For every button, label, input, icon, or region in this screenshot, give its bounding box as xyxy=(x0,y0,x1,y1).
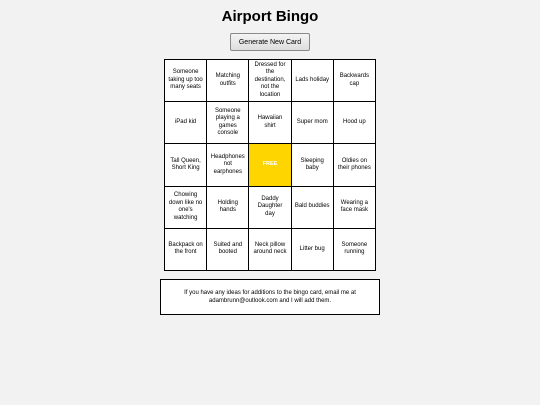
bingo-cell[interactable]: Dressed for the destination, not the location xyxy=(249,60,290,101)
page-title: Airport Bingo xyxy=(221,8,319,25)
bingo-cell[interactable]: Matching outfits xyxy=(207,60,248,101)
bingo-cell[interactable]: Wearing a face mask xyxy=(334,187,375,228)
bingo-board xyxy=(164,59,376,271)
bingo-cell[interactable]: Oldies on their phones xyxy=(334,144,375,185)
bingo-cell[interactable]: Headphones not earphones xyxy=(207,144,248,185)
bingo-cell[interactable]: Tall Queen, Short King xyxy=(165,144,206,185)
bingo-cell[interactable]: Suited and booted xyxy=(207,229,248,270)
bingo-cell[interactable]: Hood up xyxy=(334,102,375,143)
bingo-cell[interactable]: Holding hands xyxy=(207,187,248,228)
bingo-cell[interactable]: Daddy Daughter day xyxy=(249,187,290,228)
bingo-cell[interactable]: Backwards cap xyxy=(334,60,375,101)
bingo-cell[interactable]: Lads holiday xyxy=(292,60,333,101)
bingo-cell[interactable]: Super mom xyxy=(292,102,333,143)
bingo-cell[interactable]: Litter bug xyxy=(292,229,333,270)
bingo-cell[interactable]: Someone running xyxy=(334,229,375,270)
bingo-cell[interactable]: Someone playing a games console xyxy=(207,102,248,143)
bingo-free-cell[interactable]: FREE xyxy=(249,144,290,185)
bingo-cell[interactable]: Chowing down like no one's watching xyxy=(165,187,206,228)
bingo-cell[interactable]: iPad kid xyxy=(165,102,206,143)
bingo-cell[interactable]: Hawaiian shirt xyxy=(249,102,290,143)
bingo-cell[interactable]: Backpack on the front xyxy=(165,229,206,270)
info-box xyxy=(160,279,380,315)
bingo-cell[interactable]: Neck pillow around neck xyxy=(249,229,290,270)
bingo-cell[interactable]: Someone taking up too many seats xyxy=(165,60,206,101)
bingo-cell[interactable]: Sleeping baby xyxy=(292,144,333,185)
info-text: If you have any ideas for additions to the bingo card, email me at adambrunn@outlook.com and I will add them. xyxy=(184,290,356,304)
bingo-cell[interactable]: Bald buddies xyxy=(292,187,333,228)
generate-new-card-button[interactable]: Generate New Card xyxy=(230,33,310,51)
